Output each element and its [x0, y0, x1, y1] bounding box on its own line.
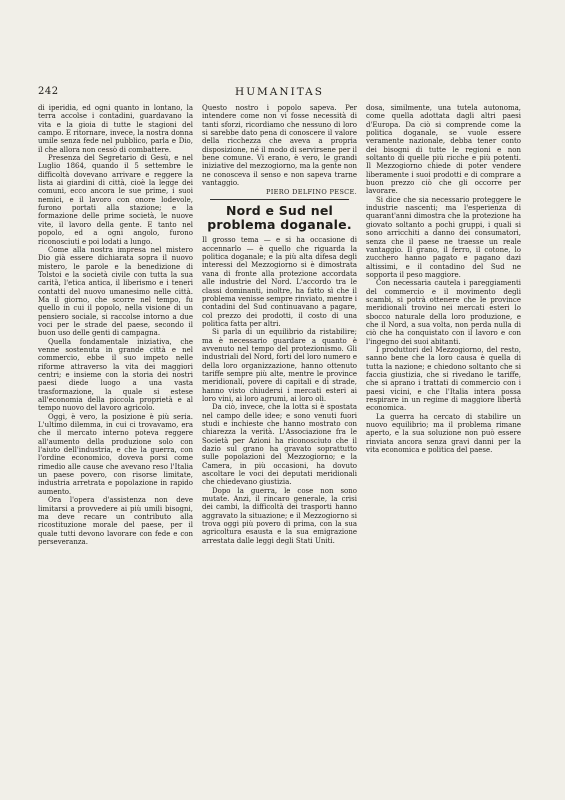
author-signature: PIERO DELFINO PESCE.	[266, 188, 357, 197]
paragraph: Il grosso tema — e si ha occasione di accennarlo — è quello che riguarda la politica doganale; e la più alta difesa degli interessi del Mezzogiorno si è dimostrata vana di fronte alla protezione accordata alle industrie del Nord. L'accordo tra le classi dominanti, inoltre, ha fatto sì che il problema venisse sempre rinviato, mentre i contadini del Sud continuavano a pagare, col prezzo dei prodotti, il costo di una politica fatta per altri.	[202, 236, 357, 328]
paragraph: La guerra ha cercato di stabilire un nuovo equilibrio; ma il problema rimane aperto, e la sua soluzione non può essere rinviata ancora senza gravi danni per la vita economica e politica del paese.	[366, 412, 521, 455]
article-title: Nord e Sud nel problema doganale.	[207, 203, 352, 233]
paragraph: dosa, similmente, una tutela autonoma, come quella adottata dagli altri paesi d'Europa. Da ciò si comprende come la politica doganale, se vuole essere veramente nazionale, debba tener conto dei bisogni di tutte le regioni e non soltanto di quelle più ricche e più potenti. Il Mezzogiorno chiede di poter vendere liberamente i suoi prodotti e di comprare a buon prezzo ciò che gli occorre per lavorare.	[366, 104, 521, 196]
paragraph: Dopo la guerra, le cose non sono mutate. Anzi, il rincaro generale, la crisi dei cambi, la difficoltà dei trasporti hanno aggravato la situazione; e il Mezzogiorno si trova oggi più povero di prima, con la sua agricoltura esausta e la sua emigrazione arrestata dalle leggi degli Stati Uniti.	[202, 486, 357, 545]
divider	[210, 199, 349, 200]
paragraph: Quella fondamentale iniziativa, che venne sostenuta in grande città e nel commercio, ebbe il suo impeto nelle riforme attraverso la vita dei maggiori centri; e insieme con la storia dei nostri paesi diede luogo a una vasta trasformazione, la quale si estese all'economia della piccola proprietà e al tempo nuovo del lavoro agricolo.	[38, 337, 193, 413]
paragraph: Come alla nostra impresa nel mistero Dio già essere dichiarata sopra il nuovo mistero, le parole e la benedizione di Tolstoi e la società civile con tutta la sua carità, l'etica antica, il liberismo e i teneri contatti del nuovo umanesimo nelle città. Ma il giorno, che scorre nel tempo, fu quello in cui il popolo, nella visione di un pensiero sociale, si raccolse intorno a due voci per le strade del paese, secondo il buon uso delle genti di campagna.	[38, 245, 193, 338]
paragraph: Presenza del Segretario di Gesù, e nel Luglio 1864, quando il 5 settembre le difficoltà dovevano arrivare e reggere la lista ai giardini di città, cioè la legge dei comuni, ecco ancora le sue prime, i suoi nemici, e il lavoro con onore lodevole, furono portati alla stazione; e la formazione delle prime società, le nuove vite, il lavoro della gente. E tanto nel popolo, ed a ogni angolo, furono riconosciuti e poi lodati a lungo.	[38, 154, 193, 246]
paragraph: Da ciò, invece, che la lotta si è spostata nel campo delle idee; e sono venuti fuori studi e inchieste che hanno mostrato con chiarezza la verità. L'Associazione fra le Società per Azioni ha riconosciuto che il dazio sul grano ha gravato soprattutto sulle popolazioni del Mezzogiorno; e la Camera, in più occasioni, ha dovuto ascoltare le voci dei deputati meridionali che chiedevano giustizia.	[202, 403, 357, 487]
paragraph: I produttori del Mezzogiorno, del resto, sanno bene che la loro causa è quella di tutta la nazione; e chiedono soltanto che si faccia giustizia, che si rivedano le tariffe, che si aprano i trattati di commercio con i paesi vicini, e che l'Italia intera possa respirare in un regime di maggiore libertà economica.	[366, 345, 521, 413]
column-middle	[202, 104, 357, 766]
journal-title: HUMANITAS	[235, 86, 324, 98]
paragraph: Si dice che sia necessario proteggere le industrie nascenti; ma l'esperienza di quarant'anni dimostra che la protezione ha giovato soltanto a pochi gruppi, i quali si sono arricchiti a danno dei consumatori, senza che il paese ne traesse un reale vantaggio. Il grano, il ferro, il cotone, lo zucchero hanno pagato e pagano dazi altissimi, e il contadino del Sud ne sopporta il peso maggiore.	[366, 195, 521, 279]
paragraph: Si parla di un equilibrio da ristabilire; ma è necessario guardare a quanto è avvenuto nel tempo del protezionismo. Gli industriali del Nord, forti del loro numero e della loro organizzazione, hanno ottenuto tariffe sempre più alte, mentre le province meridionali, povere di capitali e di strade, hanno visto chiudersi i mercati esteri ai loro vini, ai loro agrumi, ai loro oli.	[202, 328, 357, 403]
text-columns	[38, 104, 521, 766]
paragraph: Questo nostro i popolo sapeva. Per intendere come non vi fosse necessità di tanti sforzi, ricordiamo che nessuno di loro si sarebbe dato pena di conoscere il valore della ricchezza che aveva a propria disposizione, né il modo di servirsene per il bene comune. Vi erano, è vero, le grandi iniziative del mezzogiorno, ma la gente non ne conosceva il senso e non sapeva trarne vantaggio.	[202, 104, 357, 188]
paragraph: Con necessaria cautela i pareggiamenti del commercio e il movimento degli scambi, si potrà ottenere che le province meridionali trovino nei mercati esteri lo sbocco naturale della loro produzione, e che il Nord, a sua volta, non perda nulla di ciò che ha conquistato con il lavoro e con l'ingegno dei suoi abitanti.	[366, 279, 521, 346]
paragraph: Ora l'opera d'assistenza non deve limitarsi a provvedere ai più umili bisogni, ma deve recare un contributo alla ricostituzione morale del paese, per il quale tutti devono lavorare con fede e con perseveranza.	[38, 496, 193, 546]
column-right	[366, 104, 521, 766]
page-number: 242	[38, 86, 59, 97]
column-left	[38, 104, 193, 766]
paragraph: Oggi, è vero, la posizione è più seria. L'ultimo dilemma, in cui ci trovavamo, era che il mercato interno poteva reggere all'aumento della produzione solo con l'aiuto dell'industria, e che la guerra, con l'ordine economico, doveva porsi come rimedio alle cause che avevano reso l'Italia un paese povero, con risorse limitate, industria arretrata e popolazione in rapido aumento.	[38, 412, 193, 496]
running-header	[38, 86, 521, 100]
paragraph: di iperidia, ed ogni quanto in lontano, la terra accolse i contadini, guardavano la vita e la gioia di tutte le stagioni del campo. E ritornare, invece, la nostra donna umile senza fede nel pubblico, parla e Dio, il che allora non cessò di combattere.	[38, 104, 193, 154]
